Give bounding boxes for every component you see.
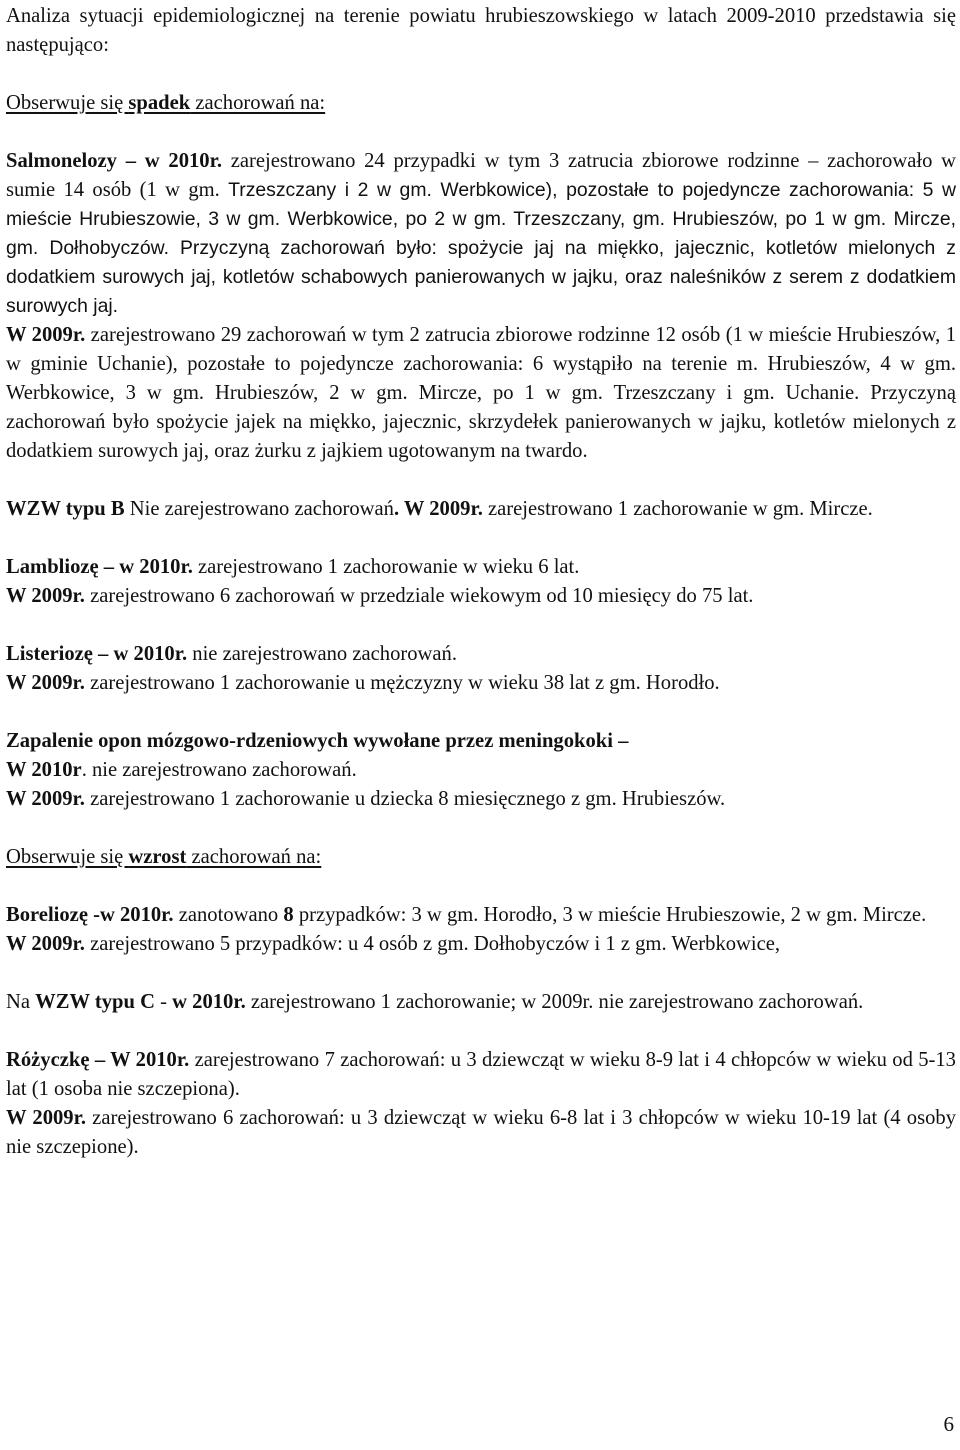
- text-run: zachorowań na:: [186, 846, 322, 868]
- bold-text-run: wzrost: [128, 846, 187, 868]
- bold-text-run: WZW typu C: [35, 991, 155, 1013]
- text-run: zarejestrowano 6 zachorowań: u 3 dziewcząt w wieku 6-8 lat i 3 chłopców w wieku 10-19 lat (4 osoby nie szczepione).: [6, 1107, 956, 1158]
- decrease-heading: [6, 89, 956, 118]
- bold-text-run: spadek: [128, 92, 191, 114]
- borelia-2010-paragraph: [6, 901, 956, 930]
- text-run: zarejestrowano 1 zachorowanie w wieku 6 lat.: [192, 556, 580, 578]
- increase-heading: [6, 843, 956, 872]
- text-run: Trzeszczany, gm. Hrubieszów, po 1 w gm. Mircze, gm. Dołhobyczów.: [6, 208, 956, 259]
- text-run: Nie zarejestrowano zachorowań: [124, 498, 394, 520]
- text-run: zarejestrowano 1 zachorowanie u dziecka 8 miesięcznego z gm. Hrubieszów.: [84, 788, 726, 810]
- rubella-2010-paragraph: [6, 1046, 956, 1104]
- text-run: -: [154, 991, 173, 1013]
- text-run: Obserwuje się: [6, 92, 129, 114]
- salmonella-2010-paragraph: [6, 147, 956, 321]
- bold-text-run: W 2009r.: [6, 1107, 86, 1129]
- text-run: zarejestrowano 1 zachorowanie u mężczyzny w wieku 38 lat z gm. Horodło.: [84, 672, 720, 694]
- text-run: nie zarejestrowano zachorowań.: [187, 643, 457, 665]
- text-run: zarejestrowano 1 zachorowanie; w 2009r. nie zarejestrowano zachorowań.: [245, 991, 864, 1013]
- text-run: zarejestrowano 5 przypadków: u 4 osób z gm. Dołhobyczów i 1 z gm. Werbkowice,: [84, 933, 781, 955]
- text-run: zarejestrowano 1 zachorowanie w gm. Mircze.: [482, 498, 873, 520]
- bold-text-run: 8: [283, 904, 294, 926]
- intro-paragraph: [6, 2, 956, 60]
- meningococcal-title: [6, 727, 956, 756]
- lamblia-2010-line: [6, 553, 956, 582]
- bold-text-run: W 2009r.: [6, 933, 85, 955]
- document-body: [6, 2, 956, 1162]
- meningococcal-2010-line: [6, 756, 956, 785]
- bold-text-run: W 2009r.: [6, 324, 86, 346]
- bold-text-run: Różyczkę – W 2010r.: [6, 1049, 190, 1071]
- rubella-2009-paragraph: [6, 1104, 956, 1162]
- text-run: Analiza sytuacji epidemiologicznej na terenie powiatu hrubieszowskiego w latach 2009-2010 przedstawia się następująco:: [6, 5, 956, 56]
- text-run: Obserwuje się: [6, 846, 129, 868]
- text-run: zarejestrowano 6 zachorowań w przedziale wiekowym od 10 miesięcy do 75 lat.: [84, 585, 754, 607]
- bold-text-run: W 2009r.: [6, 788, 85, 810]
- text-run: Trzeszczany i 2 w gm. Werbkowice), pozostałe to pojedyncze zachorowania: 5 w mieście Hrubieszowie, 3 w gm. Werbkowice, po 2 w gm.: [6, 179, 956, 230]
- bold-text-run: w 2010r.: [172, 991, 246, 1013]
- wzw-b-paragraph: [6, 495, 956, 524]
- listeria-2010-line: [6, 640, 956, 669]
- text-run: zanotowano: [173, 904, 284, 926]
- bold-text-run: . W 2009r.: [393, 498, 483, 520]
- listeria-2009-line: [6, 669, 956, 698]
- salmonella-2009-paragraph: [6, 321, 956, 466]
- bold-text-run: W 2009r.: [6, 585, 85, 607]
- text-run: zarejestrowano 24 przypadki w tym 3 zatrucia zbiorowe rodzinne – zachorowało w sumie 14 osób (1 w gm.: [6, 150, 956, 201]
- text-run: zachorowań na:: [190, 92, 326, 114]
- bold-text-run: WZW typu B: [6, 498, 125, 520]
- bold-text-run: Boreliozę -w 2010r.: [6, 904, 174, 926]
- lamblia-2009-line: [6, 582, 956, 611]
- text-run: przypadków: 3 w gm. Horodło, 3 w mieście Hrubieszowie, 2 w gm. Mircze.: [293, 904, 927, 926]
- text-run: Przyczyną zachorowań było: spożycie jaj na miękko, jajecznic, kotletów mielonych z dodatkiem surowych jaj, kotletów schabowych panierowanych w jajku, oraz naleśników z serem z dodatkiem surowych jaj.: [6, 237, 956, 317]
- wzw-c-paragraph: [6, 988, 956, 1017]
- meningococcal-2009-line: [6, 785, 956, 814]
- bold-text-run: Lambliozę – w 2010r.: [6, 556, 193, 578]
- text-run: zarejestrowano 7 zachorowań: u 3 dziewcząt w wieku 8-9 lat i 4 chłopców w wieku od 5-13 lat (1 osoba nie szczepiona).: [6, 1049, 956, 1100]
- bold-text-run: Salmonelozy – w 2010r.: [6, 150, 222, 172]
- borelia-2009-line: [6, 930, 956, 959]
- bold-text-run: W 2010r: [6, 759, 82, 781]
- bold-text-run: W 2009r.: [6, 672, 85, 694]
- text-run: zarejestrowano 29 zachorowań w tym 2 zatrucia zbiorowe rodzinne 12 osób (1 w mieście Hrubieszów, 1 w gminie Uchanie), pozostałe to pojedyncze zachorowania: 6 wystąpiło na terenie m. Hrubieszów, 4 w gm. Werbkowice, 3 w gm. Hrubieszów, 2 w gm. Mircze, po 1 w gm. Trzeszczany i gm. Uchanie. Przyczyną zachorowań było spożycie jajek na miękko, jajecznic, skrzydełek panierowanych w jajku, kotletów mielonych z dodatkiem surowych jaj, oraz żurku z jajkiem ugotowanym na twardo.: [6, 324, 956, 462]
- bold-text-run: Listeriozę – w 2010r.: [6, 643, 188, 665]
- page-number: 6: [943, 1412, 954, 1436]
- bold-text-run: Zapalenie opon mózgowo-rdzeniowych wywołane przez meningokoki –: [6, 730, 629, 752]
- text-run: Na: [6, 991, 36, 1013]
- text-run: . nie zarejestrowano zachorowań.: [81, 759, 357, 781]
